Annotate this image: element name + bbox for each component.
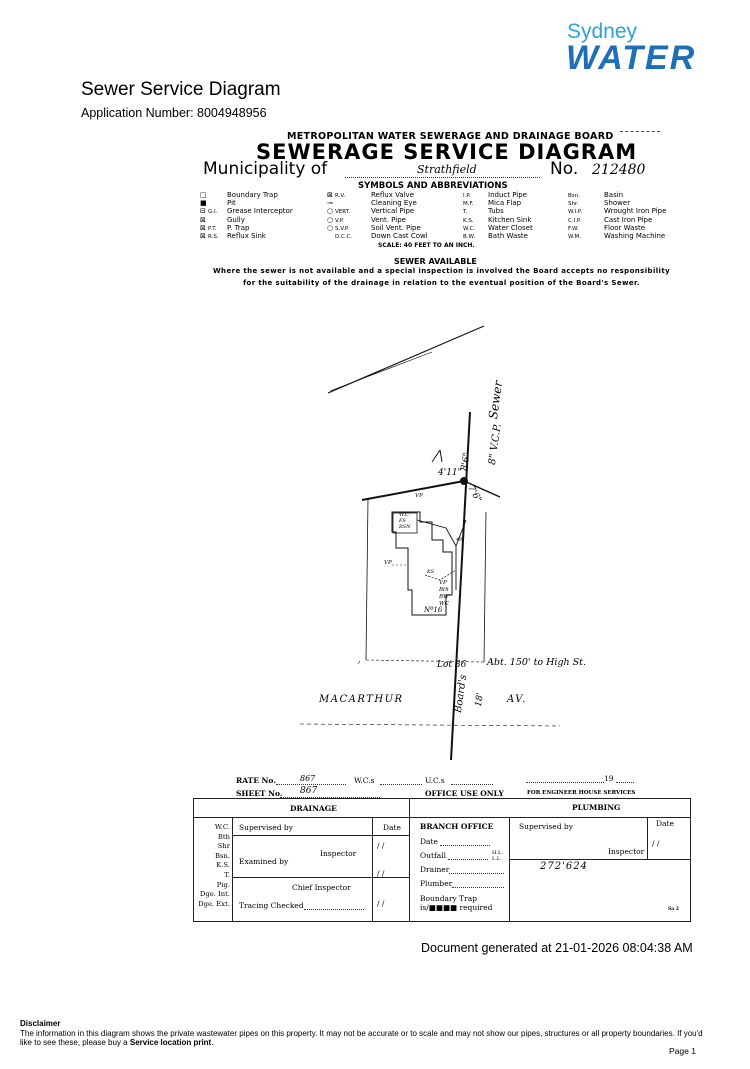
lot-left-boundary	[366, 498, 368, 660]
bsn-label: BSN	[399, 524, 411, 530]
legend-symbol-icon: ⊸	[327, 199, 333, 208]
dim-left-label: 4'11"	[438, 468, 462, 478]
drainer-line	[449, 873, 504, 874]
plumbing-divider	[509, 859, 690, 860]
legend-label: Boundary Trap	[227, 191, 278, 199]
pipe-label: 8" V.C.P.	[487, 423, 504, 466]
responsibility-line-2: for the suitability of the drainage in relation to the eventual position of the Board's Sewer.	[243, 278, 640, 287]
legend-code: V.P.	[335, 217, 345, 224]
office-use-label: OFFICE USE ONLY	[425, 789, 504, 798]
number-label: No.	[550, 159, 579, 179]
legend-symbol-icon: ⊠	[200, 215, 206, 224]
bw-label: BW	[439, 594, 449, 600]
legend-code: W.C.	[463, 225, 476, 232]
legend-code: R.V.	[335, 193, 346, 199]
lot-label: Lot 86	[437, 660, 467, 670]
document-generated: Document generated at 21-01-2026 08:04:38 AM	[421, 941, 693, 955]
year-line	[526, 782, 604, 783]
boundary-trap-required: is/■■■■ required	[420, 903, 493, 912]
legend-label: Induct Pipe	[488, 191, 527, 199]
lot-right-boundary	[484, 512, 486, 662]
legend-code: T.	[463, 209, 468, 216]
front-boundary-line	[362, 481, 464, 500]
legend-code: B.W.	[463, 233, 476, 240]
branch-date-label: Date	[420, 837, 438, 846]
legend-label: P. Trap	[227, 223, 250, 232]
legend-label: Cleaning Eye	[371, 199, 417, 208]
legend-symbol-icon: ○	[327, 223, 334, 232]
legend-label: Grease Interceptor	[227, 207, 293, 216]
disclaimer-text	[20, 1029, 710, 1047]
legend-label: Soil Vent. Pipe	[371, 223, 421, 232]
fixture-item: Pig.	[216, 880, 230, 889]
office-form	[193, 798, 691, 922]
boundary-trap-label: Boundary Trap	[420, 894, 478, 903]
outfall-label: Outfall	[420, 851, 447, 860]
service-location-print-link[interactable]: Service location print	[129, 1038, 212, 1047]
date-blank-2: / /	[377, 869, 385, 878]
legend-label: Wrought Iron Pipe	[604, 207, 667, 216]
legend-label: Water Closet	[488, 223, 533, 232]
header-divider	[194, 817, 690, 818]
drainer-label: Drainer	[420, 865, 450, 874]
wcs-line	[380, 784, 422, 785]
date-blank-1: / /	[377, 841, 385, 850]
legend-code: R.S.	[208, 233, 219, 240]
legend-symbol-icon: ■	[200, 199, 207, 208]
street-label: MACARTHUR	[319, 694, 404, 705]
plumbing-supervised-label: Supervised by	[519, 822, 573, 831]
legend-label: Pit	[227, 199, 236, 208]
sewer-label: Sewer	[486, 379, 506, 420]
scale-note: SCALE: 40 FEET TO AN INCH.	[378, 242, 475, 249]
legend-code: M.F.	[463, 201, 474, 208]
rate-no-label: RATE No.	[236, 776, 276, 785]
fixture-item: Dge. Int.	[199, 890, 230, 899]
legend-symbol-icon: □	[200, 191, 207, 199]
disclaimer-title: Disclaimer	[20, 1019, 61, 1028]
plumbing-header: PLUMBING	[572, 803, 621, 812]
legend-label: Reflux Sink	[227, 231, 266, 240]
fixture-item: Bsn.	[214, 851, 230, 860]
legend-label: Cast Iron Pipe	[604, 215, 653, 224]
vp-left-label: VP	[384, 560, 392, 566]
year-line-2	[616, 782, 634, 783]
brand-logo-sydney: Sydney	[567, 20, 638, 43]
legend-code: S.V.P.	[335, 225, 350, 232]
legend-code: W.I.P.	[568, 209, 583, 216]
examined-by-label: Examined by	[239, 857, 289, 866]
legend-label: Gully	[227, 215, 245, 224]
legend-label: Vent. Pipe	[371, 215, 406, 224]
page-title: Sewer Service Diagram	[81, 79, 281, 100]
legend-label: Floor Waste	[604, 223, 646, 232]
legend-symbol-icon: ⊟	[200, 207, 206, 216]
wcs-label: W.C.s	[354, 776, 375, 785]
year-label: 19	[604, 774, 614, 783]
legend-code: K.S.	[463, 217, 474, 224]
date-blank-3: / /	[377, 899, 385, 908]
vp-top-label: VP	[415, 493, 423, 499]
application-number: Application Number: 8004948956	[81, 106, 267, 120]
legend-code: VERT.	[335, 209, 351, 216]
wc-room-label	[399, 512, 410, 530]
legend-code: I.P.	[463, 193, 471, 199]
plumbing-date-blank: / /	[652, 839, 660, 848]
avenue-label: AV.	[507, 694, 527, 705]
legend-label: Bath Waste	[488, 231, 528, 240]
legend-code: W.M.	[568, 233, 582, 240]
disclaimer-body: The information in this diagram shows the private wastewater pipes on this property. It may not be accurate or to scale and may not show our pipes, structures or all property boundaries. If you'd like to see these, please buy a	[20, 1029, 703, 1047]
date-divider-right	[647, 817, 648, 859]
branch-office-label: BRANCH OFFICE	[420, 822, 494, 831]
legend-symbol-icon: ⊠	[200, 223, 206, 232]
fixture-item: K.S.	[216, 861, 230, 870]
drain-line	[417, 520, 456, 590]
plumbing-inspector-label: Inspector	[608, 847, 645, 856]
legend-label: Shower	[604, 199, 631, 208]
plumber-line	[452, 887, 504, 888]
legend-code: D.C.C.	[335, 233, 353, 240]
page-number: Page 1	[669, 1046, 696, 1056]
legend-symbol-icon: ⊠	[327, 191, 333, 199]
legend-label: Reflux Valve	[371, 191, 414, 199]
sketch-diagonal-line-2	[330, 352, 432, 391]
responsibility-line-1: Where the sewer is not available and a special inspection is involved the Board accepts no responsibility	[212, 267, 671, 275]
brand-logo-water: WATER	[566, 39, 697, 77]
junction-point	[461, 478, 468, 485]
tracing-checked-label: Tracing Checked	[239, 901, 304, 910]
date-divider-left	[372, 817, 373, 921]
vp-mid-label: VP	[439, 580, 447, 586]
tracing-line	[304, 909, 364, 910]
road-dim-label: 18'	[474, 692, 486, 708]
branch-divider	[509, 817, 510, 921]
pipe-label-2: 8'6"	[460, 452, 473, 472]
board-name: METROPOLITAN WATER SEWERAGE AND DRAINAGE BOARD	[287, 131, 614, 142]
fs-label: FS	[399, 518, 406, 524]
rate-no-value: 867	[300, 774, 316, 783]
legend-symbol-icon: ○	[327, 207, 334, 216]
disclaimer-end: .	[211, 1038, 214, 1047]
fixture-list	[195, 823, 230, 909]
bath-label: Bth	[439, 587, 449, 593]
fixture-divider	[232, 817, 233, 921]
legend-code: Bsn.	[568, 193, 580, 199]
sheet-no-label: SHEET No.	[236, 789, 283, 798]
municipality-value: Strathfield	[417, 163, 477, 176]
legend-code: Shr.	[568, 201, 579, 208]
wc2-label: WC	[439, 601, 449, 607]
legend-label: Basin	[604, 191, 624, 199]
rate-no-line	[276, 784, 346, 785]
dim-40-label: 40'	[456, 537, 464, 543]
fixture-item: Dge. Ext.	[198, 899, 230, 908]
high-st-label: Abt. 150' to High St.	[487, 657, 587, 668]
ucs-label: U.C.s	[425, 776, 445, 785]
legend-code: G.I.	[208, 209, 218, 216]
bath-labels	[439, 580, 449, 608]
wc-label: W.C.	[399, 512, 411, 518]
number-value: 212480	[592, 162, 646, 178]
ucs-line	[451, 784, 493, 785]
dim-right-label: 7'6"	[465, 484, 484, 505]
corner-code: Sa 2	[668, 907, 679, 912]
municipality-label: Municipality of	[203, 159, 328, 179]
plumbing-date-label: Date	[656, 819, 674, 828]
boundary-label: Board's	[453, 673, 470, 714]
road-line	[300, 724, 560, 726]
outfall-line	[448, 859, 488, 860]
drainage-header: DRAINAGE	[290, 804, 337, 813]
engineer-label: FOR ENGINEER HOUSE SERVICES	[527, 790, 636, 796]
ks-label: KS	[427, 569, 435, 575]
branch-date-line	[440, 845, 490, 846]
fixture-item: W.C.	[214, 823, 230, 831]
legend-symbol-icon: ⊠	[200, 231, 206, 240]
plan-heading: SEWERAGE SERVICE DIAGRAM	[256, 140, 638, 164]
legend-label: Kitchen Sink	[488, 215, 532, 224]
legend-code: F.W.	[568, 225, 579, 232]
inspector-label: Inspector	[320, 849, 357, 858]
legend-label: Tubs	[488, 207, 504, 216]
date-label: Date	[383, 823, 401, 832]
legend-code: C.I.P.	[568, 217, 582, 224]
sheet-no-value: 867	[300, 786, 318, 796]
legend-code: P.T.	[208, 225, 217, 232]
fixture-item: Shr	[217, 842, 230, 851]
sewer-available: SEWER AVAILABLE	[394, 257, 477, 266]
fixture-item: T.	[224, 870, 230, 879]
supervised-by-label: Supervised by	[239, 823, 293, 832]
plumber-label: Plumber	[420, 879, 453, 888]
legend-label: Washing Machine	[604, 231, 666, 240]
legend-label: Mica Flap	[488, 199, 522, 208]
legend-label: Vertical Pipe	[371, 207, 415, 216]
fixture-item: Bth	[217, 832, 230, 841]
house-number: Nº16	[424, 606, 443, 614]
outfall-note: H.L. L.L.	[492, 850, 503, 862]
supervised-divider	[232, 835, 409, 836]
legend-label: Down Cast Cowl	[371, 231, 428, 240]
plumbing-value: 272'624	[540, 861, 588, 872]
chief-inspector-label: Chief Inspector	[292, 883, 351, 892]
symbols-title: SYMBOLS AND ABBREVIATIONS	[358, 181, 508, 191]
legend-symbol-icon: ○	[327, 215, 334, 224]
